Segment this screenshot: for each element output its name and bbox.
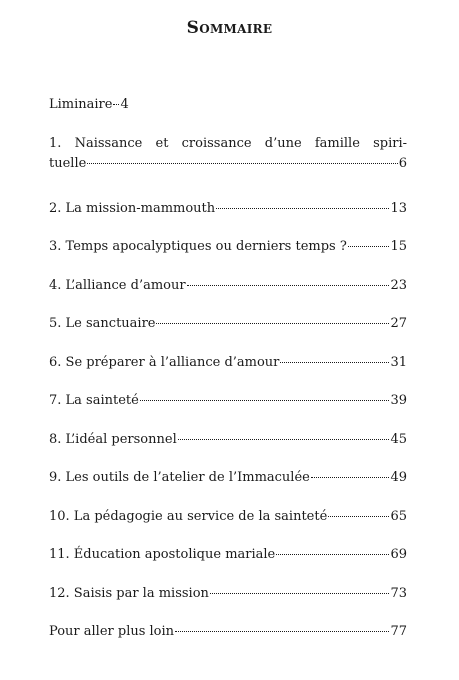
toc-entry-chapter-5[interactable] [49, 314, 407, 334]
toc-entry-page: 49 [390, 470, 407, 485]
toc-entry-label: 8. L’idéal personnel [49, 432, 177, 447]
toc-entry-page: 27 [390, 316, 407, 331]
toc-entry-label: tuelle [49, 156, 87, 171]
toc-entry-label: Pour aller plus loin [49, 624, 175, 639]
toc-entry-page: 6 [398, 156, 407, 171]
toc-entry-further-reading[interactable] [49, 622, 407, 642]
toc-entry-label-line1: 1. Naissance et croissance d’une famille spiri- [49, 136, 407, 151]
toc-entry-label: 3. Temps apocalyptiques ou derniers temps ? [49, 239, 347, 254]
dot-leader [280, 361, 389, 363]
toc-entry-liminaire[interactable] [49, 95, 129, 115]
dot-leader [311, 476, 390, 478]
toc-entry-label: 5. Le sanctuaire [49, 316, 156, 331]
toc-entry-label: 12. Saisis par la mission [49, 586, 209, 601]
dot-leader [175, 630, 389, 632]
toc-entry-page: 39 [390, 393, 407, 408]
toc-entry-page: 15 [390, 239, 407, 254]
toc-entry-chapter-11[interactable] [49, 545, 407, 565]
toc-entry-page: 65 [390, 509, 407, 524]
dot-leader [140, 399, 390, 401]
toc-entry-page: 23 [390, 278, 407, 293]
toc-entry-label: 11. Éducation apostolique mariale [49, 547, 276, 562]
toc-entry-chapter-8[interactable] [49, 430, 407, 450]
dot-leader [187, 284, 390, 286]
toc-entry-chapter-7[interactable] [49, 391, 407, 411]
dot-leader [216, 207, 389, 209]
toc-entry-page: 4 [120, 97, 129, 112]
page-title: Sommaire [186, 18, 273, 38]
toc-entry-chapter-1[interactable] [49, 134, 407, 174]
dot-leader [87, 162, 397, 164]
toc-entry-chapter-10[interactable] [49, 507, 407, 527]
toc-entry-label: Liminaire [49, 97, 113, 112]
toc-entry-page: 13 [390, 201, 407, 216]
toc-entry-label: 7. La sainteté [49, 393, 139, 408]
toc-entry-page: 31 [390, 355, 407, 370]
toc-entry-page: 45 [390, 432, 407, 447]
toc-entry-label: 9. Les outils de l’atelier de l’Immaculée [49, 470, 310, 485]
dot-leader [210, 592, 390, 594]
toc-entry-page: 77 [390, 624, 407, 639]
toc-entry-chapter-6[interactable] [49, 353, 407, 373]
toc-entry-chapter-12[interactable] [49, 584, 407, 604]
toc-entry-chapter-2[interactable] [49, 199, 407, 219]
dot-leader [348, 245, 390, 247]
toc-entry-label: 10. La pédagogie au service de la sainteté [49, 509, 328, 524]
dot-leader [113, 103, 119, 105]
dot-leader [276, 553, 389, 555]
dot-leader [328, 515, 389, 517]
toc-entry-label: 6. Se préparer à l’alliance d’amour [49, 355, 280, 370]
toc-entry-label: 4. L’alliance d’amour [49, 278, 186, 293]
toc-entry-page: 73 [390, 586, 407, 601]
toc-entry-label: 2. La mission-mammouth [49, 201, 216, 216]
toc-entry-chapter-4[interactable] [49, 276, 407, 296]
dot-leader [156, 322, 389, 324]
toc-entry-chapter-9[interactable] [49, 468, 407, 488]
toc-entry-page: 69 [390, 547, 407, 562]
dot-leader [178, 438, 390, 440]
toc-entry-chapter-3[interactable] [49, 237, 407, 257]
